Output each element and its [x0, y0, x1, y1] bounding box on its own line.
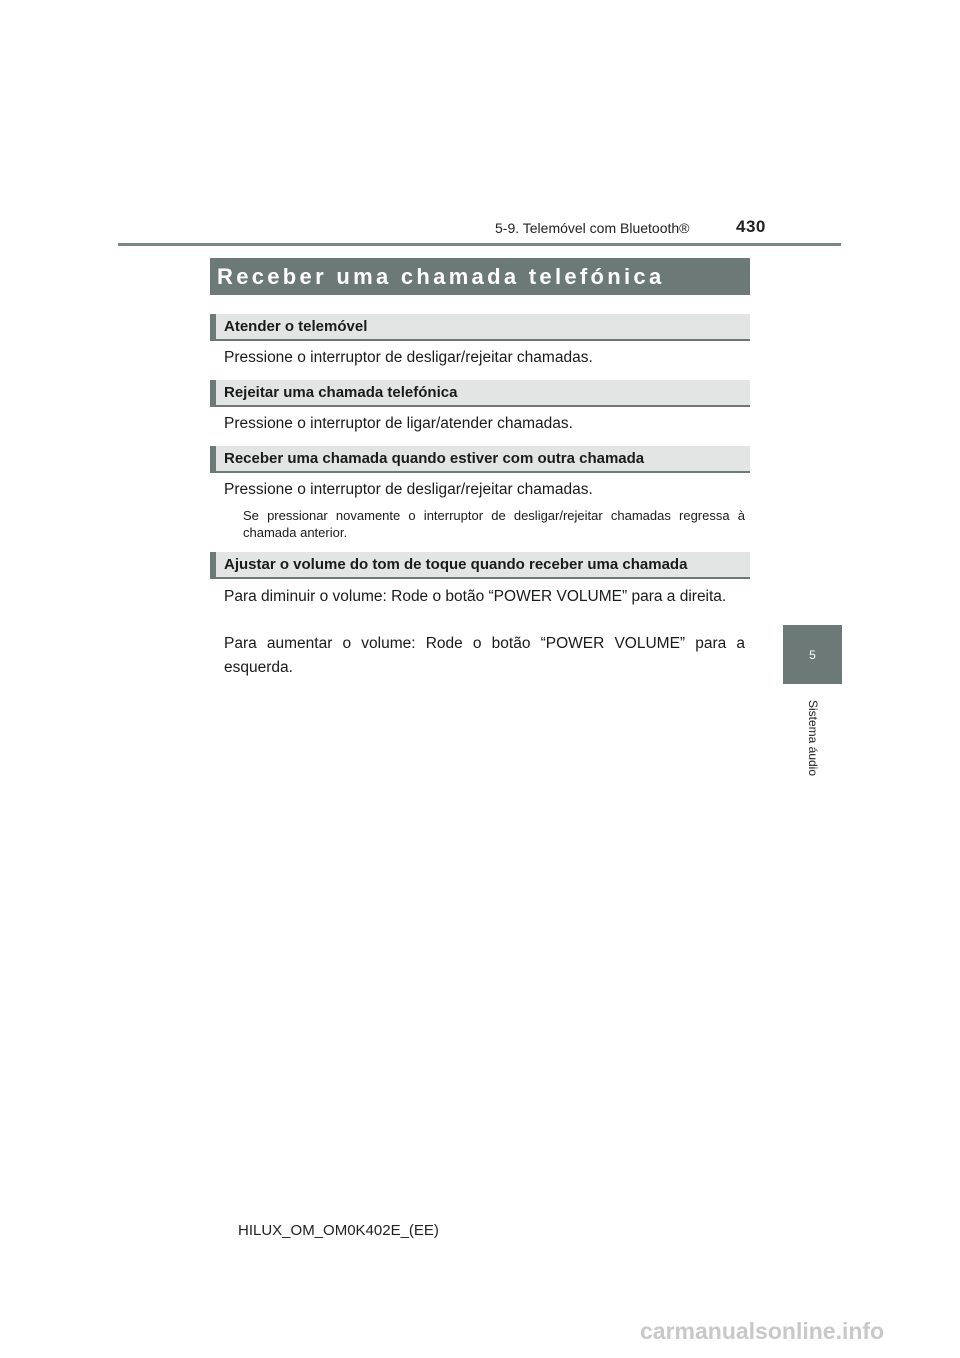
footer-doc-code: HILUX_OM_OM0K402E_(EE): [238, 1222, 439, 1239]
paragraph-volume-increase: Para aumentar o volume: Rode o botão “POWER VOLUME” para a esquerda.: [224, 635, 745, 676]
paragraph-reject-call: Pressione o interruptor de ligar/atender chamadas.: [224, 415, 573, 432]
paragraph-volume-decrease: Para diminuir o volume: Rode o botão “POWER VOLUME” para a direita.: [224, 588, 727, 605]
header-section-title: 5-9. Telemóvel com Bluetooth®: [495, 220, 690, 236]
subheading-call-waiting: Receber uma chamada quando estiver com outra chamada: [210, 446, 750, 473]
subheading-answer-phone: Atender o telemóvel: [210, 314, 750, 341]
paragraph-call-waiting: Pressione o interruptor de desligar/rejeitar chamadas.: [224, 481, 593, 498]
note-call-waiting: Se pressionar novamente o interruptor de desligar/rejeitar chamadas regressa à chamada anterior.: [243, 508, 745, 540]
chapter-label: Sistema áudio: [806, 699, 820, 777]
watermark-text: carmanualsonline.info: [640, 1318, 885, 1344]
paragraph-answer-phone: Pressione o interruptor de desligar/rejeitar chamadas.: [224, 349, 593, 366]
header-rule: [118, 243, 841, 246]
section-title-banner: Receber uma chamada telefónica: [210, 258, 750, 295]
page-number: 430: [736, 217, 766, 236]
subheading-reject-call: Rejeitar uma chamada telefónica: [210, 380, 750, 407]
subheading-ringtone-volume: Ajustar o volume do tom de toque quando receber uma chamada: [210, 552, 750, 579]
chapter-tab: 5: [783, 625, 842, 684]
